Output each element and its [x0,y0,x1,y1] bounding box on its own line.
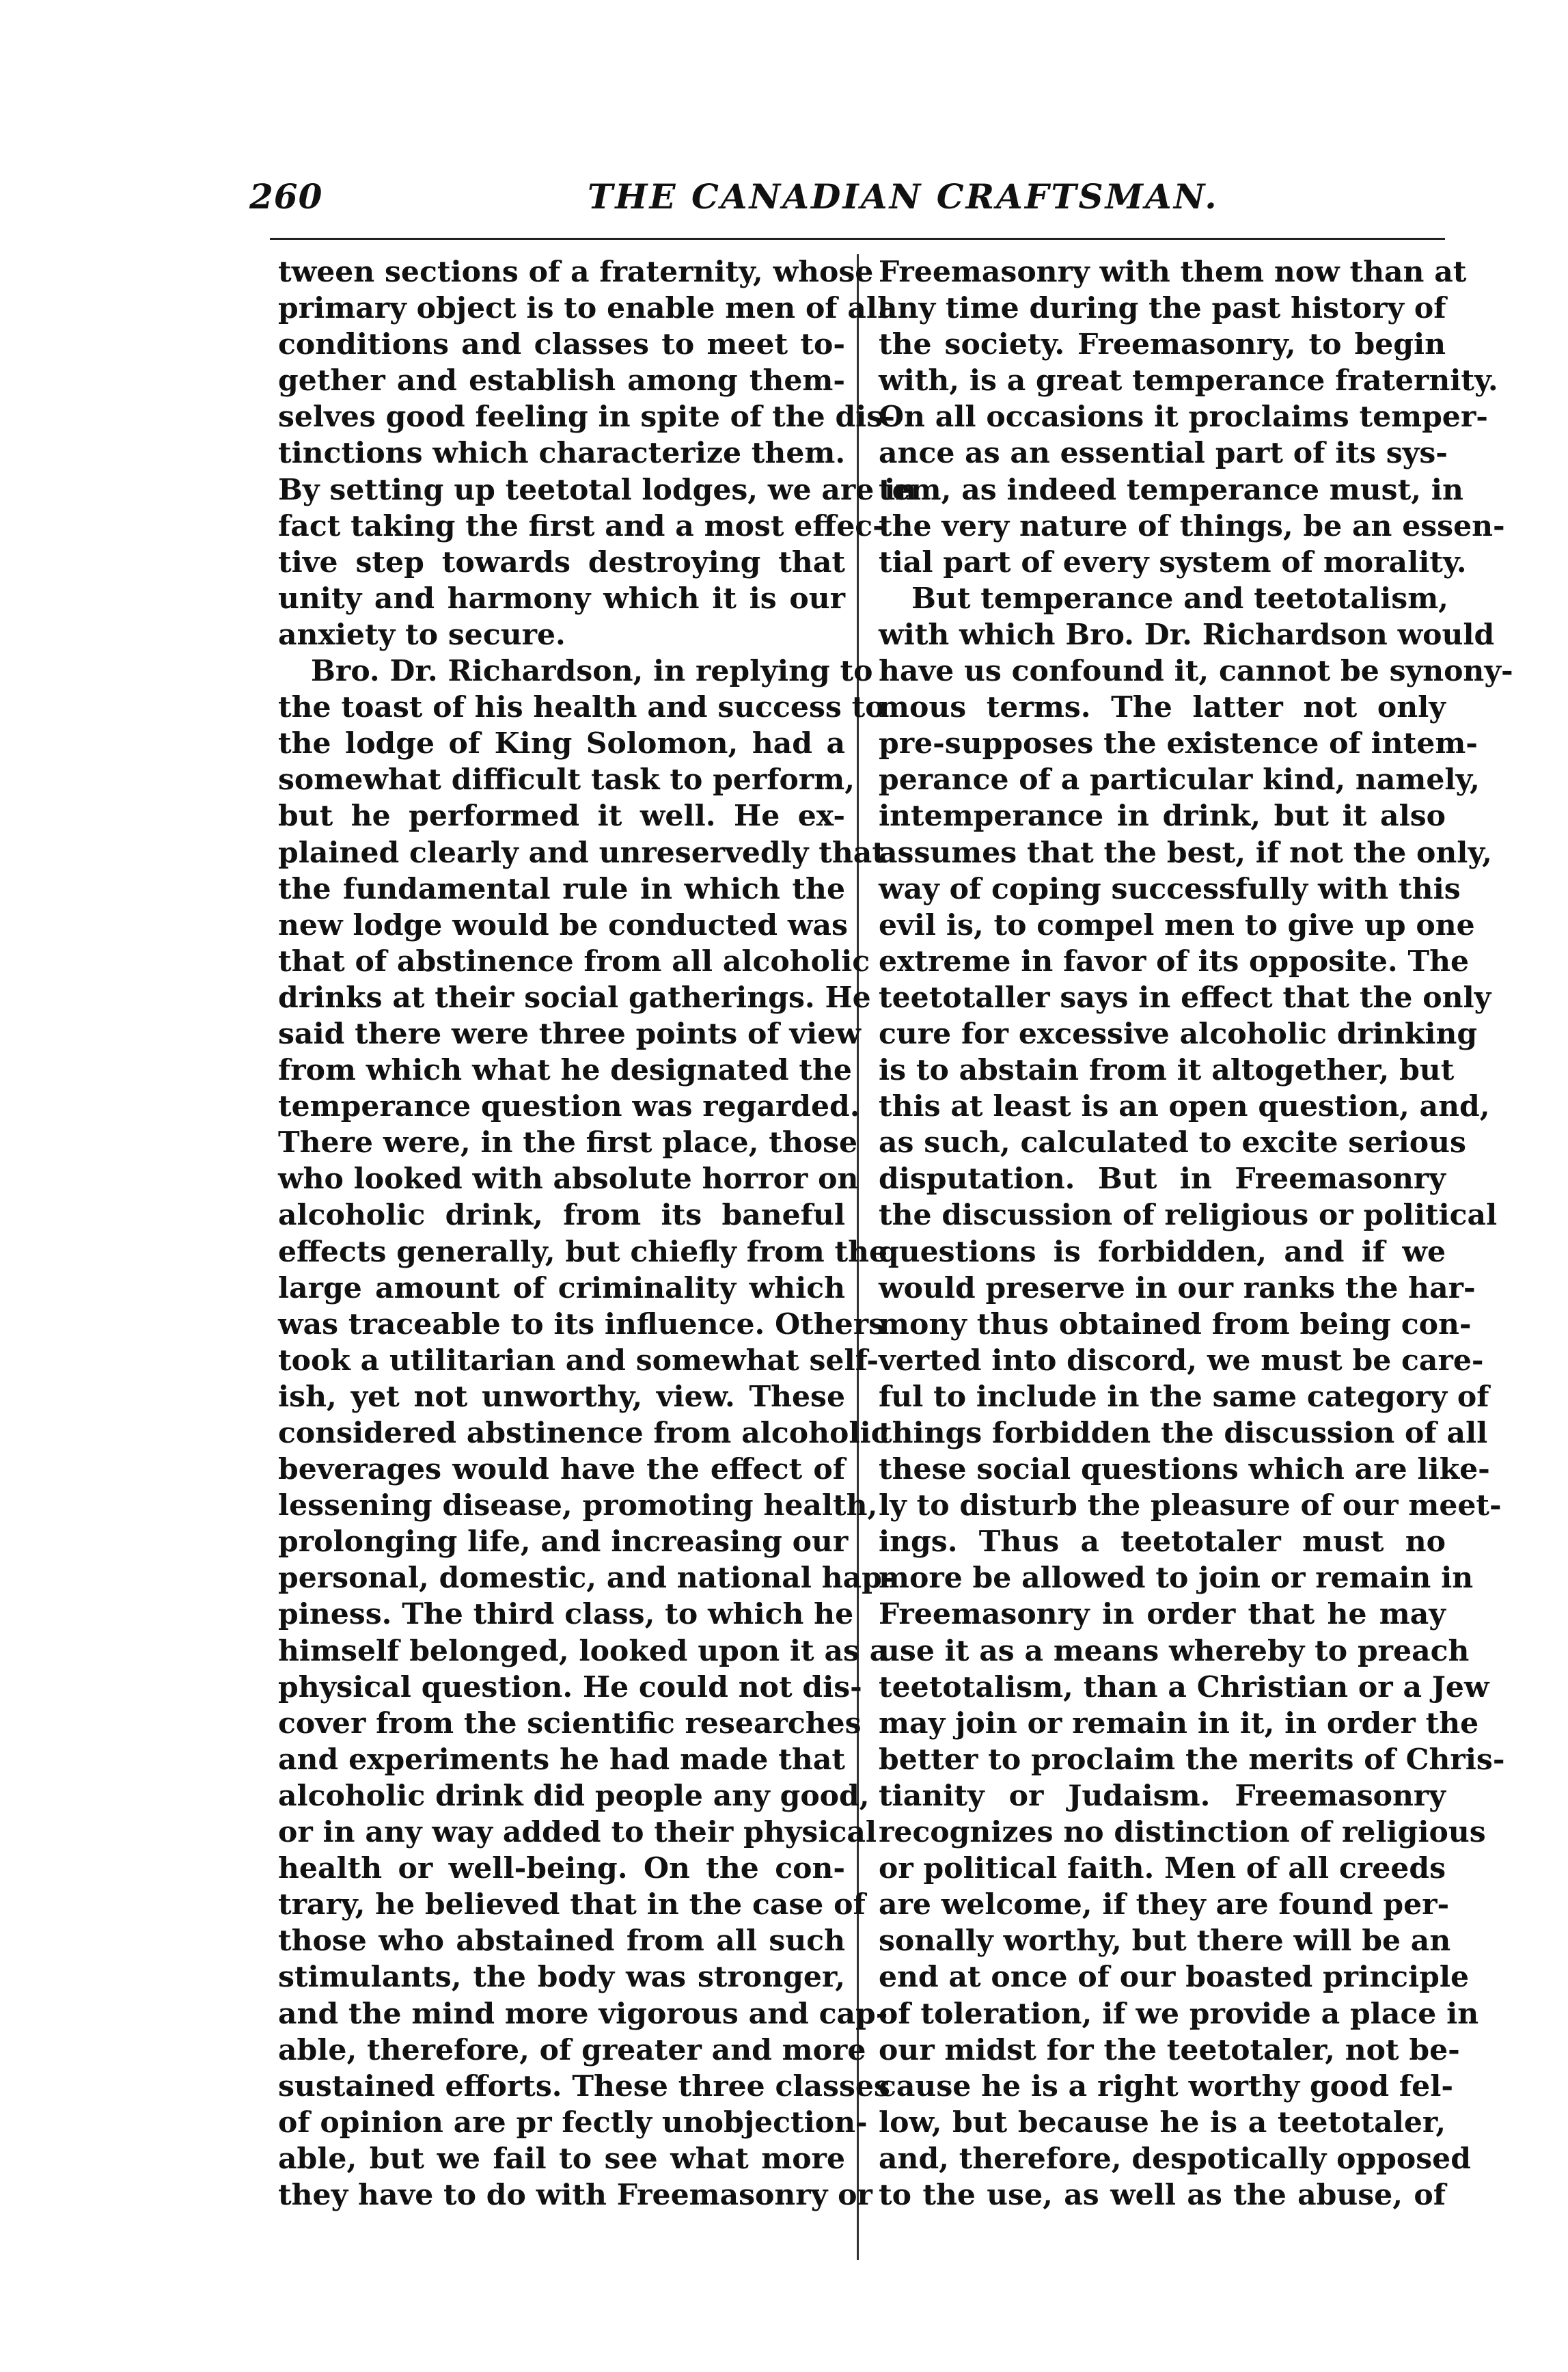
text-line: ful to include in the same category of [879,1379,1489,1414]
text-line: tween sections of a fraternity, whose [278,255,874,289]
left-paragraph-1 [278,254,917,653]
text-line: beverages would have the effect of [278,1452,845,1487]
text-line: drinks at their social gatherings. He [278,980,871,1015]
text-line: those who abstained from all such [278,1924,845,1959]
text-line: verted into discord, we must be care- [879,1343,1484,1378]
text-line: the very nature of things, be an essen- [879,508,1505,543]
text-line: use it as a means whereby to preach [879,1633,1470,1668]
text-line: primary object is to enable men of all [278,291,889,326]
left-column [278,254,917,2213]
text-line: There were, in the first place, those [278,1126,858,1160]
text-line: way of coping successfully with this [879,871,1461,906]
text-line: Freemasonry in order that he may [879,1597,1446,1632]
text-line: himself belonged, looked upon it as a [278,1633,889,1668]
right-paragraph-2 [879,581,1513,2213]
text-line: Bro. Dr. Richardson, in replying to [311,654,873,689]
text-line: the lodge of King Solomon, had a [278,726,845,761]
text-line: from which what he designated the [278,1053,852,1088]
text-line: prolonging life, and increasing our [278,1525,849,1559]
text-line: better to proclaim the merits of Chris- [879,1742,1505,1777]
text-line: lessening disease, promoting health, [278,1488,878,1523]
text-line: this at least is an open question, and, [879,1089,1490,1124]
text-line: perance of a particular kind, namely, [879,763,1480,798]
text-line: assumes that the best, if not the only, [879,835,1492,870]
text-line: with, is a great temperance fraternity. [879,364,1498,398]
text-line: are welcome, if they are found per- [879,1887,1450,1922]
text-line: evil is, to compel men to give up one [879,908,1475,942]
header-rule [270,238,1445,240]
running-head: THE CANADIAN CRAFTSMAN. [588,176,1219,217]
text-line: said there were three points of view [278,1016,861,1051]
text-line: cure for excessive alcoholic drinking [879,1016,1478,1051]
text-line: tianity or Judaism. Freemasonry [879,1778,1446,1813]
right-paragraph-1 [879,254,1505,581]
text-line: more be allowed to join or remain in [879,1561,1474,1596]
text-line: unity and harmony which it is our [278,581,845,616]
text-line: On all occasions it proclaims temper- [879,400,1488,435]
text-line: ings. Thus a teetotaler must no [879,1525,1446,1559]
text-line: ly to disturb the pleasure of our meet- [879,1488,1502,1523]
text-line: is to abstain from it altogether, but [879,1053,1455,1088]
text-line: cause he is a right worthy good fel- [879,2069,1453,2103]
text-line: but he performed it well. He ex- [278,799,845,834]
text-line: and experiments he had made that [278,1742,845,1777]
text-line: health or well-being. On the con- [278,1851,845,1886]
text-line: questions is forbidden, and if we [879,1234,1446,1269]
text-line: gether and establish among them- [278,364,845,398]
text-line: end at once of our boasted principle [879,1960,1470,1995]
text-line: tinctions which characterize them. [278,436,846,471]
text-line: tem, as indeed temperance must, in [879,472,1463,507]
text-line: piness. The third class, to which he [278,1597,854,1632]
text-line: recognizes no distinction of religious [879,1815,1486,1850]
text-line: have us confound it, cannot be synony- [879,654,1513,689]
text-line: alcoholic drink did people any good, [278,1778,870,1813]
left-paragraph-2 [278,653,894,2213]
text-line: sonally worthy, but there will be an [879,1924,1451,1959]
text-line: physical question. He could not dis- [278,1669,862,1704]
text-line: intemperance in drink, but it also [879,799,1446,834]
text-line: trary, he believed that in the case of [278,1887,866,1922]
text-line: tive step towards destroying that [278,545,845,580]
right-column [879,254,1513,2213]
text-line: low, but because he is a teetotaler, [879,2105,1446,2140]
text-line: able, but we fail to see what more [278,2141,845,2176]
text-line: personal, domestic, and national hap- [278,1561,894,1596]
text-line: somewhat difficult task to perform, [278,763,855,798]
text-line: ance as an essential part of its sys- [879,436,1448,471]
text-line: would preserve in our ranks the har- [879,1270,1476,1305]
text-line: these social questions which are like- [879,1452,1490,1487]
text-line: the fundamental rule in which the [278,871,845,906]
text-line: conditions and classes to meet to- [278,327,845,362]
text-line: took a utilitarian and somewhat self- [278,1343,879,1378]
text-line: temperance question was regarded. [278,1089,860,1124]
text-line: or political faith. Men of all creeds [879,1851,1446,1886]
text-line: and, therefore, despotically opposed [879,2141,1471,2176]
text-line: they have to do with Freemasonry or [278,2177,872,2212]
text-line: cover from the scientific researches [278,1706,862,1741]
text-line: selves good feeling in spite of the dis- [278,400,895,435]
text-line: alcoholic drink, from its baneful [278,1198,845,1233]
text-line: or in any way added to their physical [278,1815,877,1850]
text-line: who looked with absolute horror on [278,1162,859,1197]
text-line: Freemasonry with them now than at [879,255,1467,289]
text-line: of toleration, if we provide a place in [879,1996,1479,2031]
text-line: pre-supposes the existence of intem- [879,726,1478,761]
text-line: considered abstinence from alcoholic [278,1416,889,1450]
text-line: to the use, as well as the abuse, of [879,2177,1446,2212]
text-line: ish, yet not unworthy, view. These [278,1379,845,1414]
text-line: things forbidden the discussion of all [879,1416,1488,1450]
text-line: extreme in favor of its opposite. The [879,944,1470,979]
text-line: fact taking the first and a most effec- [278,508,885,543]
text-line: able, therefore, of greater and more [278,2032,866,2067]
text-line: the society. Freemasonry, to begin [879,327,1446,362]
text-line: large amount of criminality which [278,1270,845,1305]
text-line: the toast of his health and success to [278,690,885,725]
text-line: sustained efforts. These three classes [278,2069,890,2103]
page-number: 260 [249,176,323,217]
text-line: with which Bro. Dr. Richardson would [879,617,1495,652]
text-line: mony thus obtained from being con- [879,1307,1472,1341]
text-line: anxiety to secure. [278,617,566,652]
text-line: effects generally, but chiefly from the [278,1234,888,1269]
text-line: disputation. But in Freemasonry [879,1162,1446,1197]
text-line: and the mind more vigorous and cap- [278,1996,888,2031]
text-line: may join or remain in it, in order the [879,1706,1479,1741]
text-line: plained clearly and unreservedly that [278,835,885,870]
text-line: new lodge would be conducted was [278,908,848,942]
text-line: our midst for the teetotaler, not be- [879,2032,1460,2067]
text-line: the discussion of religious or political [879,1198,1498,1233]
text-line: tial part of every system of morality. [879,545,1467,580]
text-line: that of abstinence from all alcoholic [278,944,870,979]
text-line: any time during the past history of [879,291,1446,326]
text-line: teetotalism, than a Christian or a Jew [879,1669,1489,1704]
text-line: mous terms. The latter not only [879,690,1446,725]
text-line: stimulants, the body was stronger, [278,1960,845,1995]
text-line: But temperance and teetotalism, [911,581,1448,616]
text-line: as such, calculated to excite serious [879,1126,1466,1160]
text-line: By setting up teetotal lodges, we are in [278,472,917,507]
text-line: teetotaller says in effect that the only [879,980,1491,1015]
text-line: of opinion are pr fectly unobjection- [278,2105,868,2140]
text-line: was traceable to its influence. Others [278,1307,885,1341]
